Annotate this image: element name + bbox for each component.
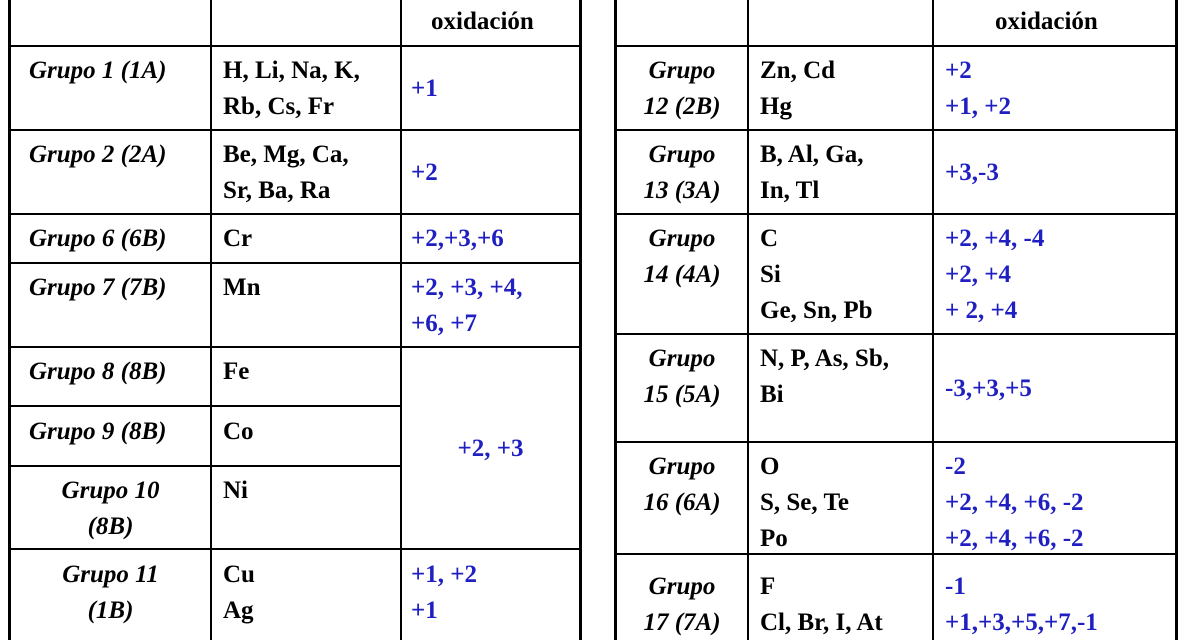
elements-line: Co bbox=[223, 418, 254, 445]
column-divider bbox=[210, 0, 212, 640]
row-divider bbox=[617, 45, 1175, 47]
elements-line: H, Li, Na, K, bbox=[223, 57, 360, 84]
oxidation-value: -1 bbox=[945, 573, 966, 600]
oxidation-value: +1 bbox=[411, 75, 438, 102]
group-label: 14 (4A) bbox=[643, 261, 721, 288]
row-divider bbox=[617, 553, 1175, 555]
row-divider bbox=[617, 441, 1175, 443]
row-divider bbox=[11, 129, 579, 131]
group-label: Grupo 7 (7B) bbox=[29, 274, 167, 301]
elements-line: F bbox=[760, 573, 776, 600]
elements-line: B, Al, Ga, bbox=[760, 141, 864, 168]
header-oxidacion: oxidación bbox=[995, 8, 1098, 35]
oxidation-value: +1, +2 bbox=[411, 561, 477, 588]
oxidation-value-merged: +2, +3 bbox=[457, 435, 524, 462]
group-label: 13 (3A) bbox=[643, 177, 721, 204]
elements-line: Cu bbox=[223, 561, 255, 588]
elements-line: Fe bbox=[223, 358, 250, 385]
elements-line: In, Tl bbox=[760, 177, 820, 204]
elements-line: S, Se, Te bbox=[760, 489, 849, 516]
group-label: 16 (6A) bbox=[643, 489, 721, 516]
column-divider bbox=[932, 0, 934, 640]
elements-line: Cl, Br, I, At bbox=[760, 609, 883, 636]
group-label: Grupo 9 (8B) bbox=[29, 418, 167, 445]
elements-line: Sr, Ba, Ra bbox=[223, 177, 331, 204]
oxidation-value: + 2, +4 bbox=[945, 297, 1018, 324]
group-label: Grupo bbox=[648, 225, 716, 252]
oxidation-value: +6, +7 bbox=[411, 310, 477, 337]
row-divider bbox=[11, 45, 579, 47]
elements-line: Hg bbox=[760, 93, 792, 120]
elements-line: Po bbox=[760, 525, 788, 552]
right-oxidation-table bbox=[614, 0, 1178, 640]
elements-line: Ag bbox=[223, 597, 254, 624]
row-divider bbox=[11, 465, 400, 467]
elements-line: Mn bbox=[223, 274, 261, 301]
oxidation-value: +1 bbox=[411, 597, 438, 624]
oxidation-value: +2, +4, +6, -2 bbox=[945, 489, 1084, 516]
elements-line: Rb, Cs, Fr bbox=[223, 93, 335, 120]
elements-line: Ni bbox=[223, 477, 248, 504]
row-divider bbox=[617, 333, 1175, 335]
group-label: 17 (7A) bbox=[643, 609, 721, 636]
group-label: (1B) bbox=[87, 597, 134, 624]
row-divider bbox=[617, 129, 1175, 131]
group-label: Grupo bbox=[648, 345, 716, 372]
oxidation-value: -3,+3,+5 bbox=[945, 375, 1032, 402]
oxidation-value: +1,+3,+5,+7,-1 bbox=[945, 609, 1098, 636]
row-divider bbox=[11, 405, 400, 407]
oxidation-value: -2 bbox=[945, 453, 966, 480]
row-divider bbox=[11, 548, 579, 550]
row-divider bbox=[617, 213, 1175, 215]
group-label: Grupo bbox=[648, 453, 716, 480]
header-oxidacion: oxidación bbox=[431, 8, 534, 35]
elements-line: Zn, Cd bbox=[760, 57, 836, 84]
group-label: (8B) bbox=[87, 513, 134, 540]
elements-line: Bi bbox=[760, 381, 784, 408]
oxidation-value: +2, +4 bbox=[945, 261, 1011, 288]
group-label: Grupo bbox=[648, 57, 716, 84]
row-divider bbox=[11, 262, 579, 264]
group-label: Grupo bbox=[648, 141, 716, 168]
group-label: Grupo 6 (6B) bbox=[29, 225, 167, 252]
oxidation-value: +2 bbox=[411, 159, 438, 186]
oxidation-value: +2, +4, -4 bbox=[945, 225, 1045, 252]
left-oxidation-table bbox=[8, 0, 582, 640]
elements-line: O bbox=[760, 453, 780, 480]
oxidation-value: +2,+3,+6 bbox=[411, 225, 504, 252]
group-label: 12 (2B) bbox=[643, 93, 721, 120]
elements-line: Be, Mg, Ca, bbox=[223, 141, 349, 168]
row-divider bbox=[11, 346, 579, 348]
row-divider bbox=[11, 213, 579, 215]
oxidation-value: +2, +4, +6, -2 bbox=[945, 525, 1084, 552]
column-divider bbox=[400, 0, 402, 640]
group-label: Grupo 10 bbox=[61, 477, 160, 504]
oxidation-value: +1, +2 bbox=[945, 93, 1011, 120]
elements-line: N, P, As, Sb, bbox=[760, 345, 889, 372]
group-label: Grupo 11 bbox=[62, 561, 159, 588]
group-label: Grupo 8 (8B) bbox=[29, 358, 167, 385]
group-label: Grupo bbox=[648, 573, 716, 600]
oxidation-value: +3,-3 bbox=[945, 159, 999, 186]
group-label: Grupo 1 (1A) bbox=[29, 57, 167, 84]
column-divider bbox=[747, 0, 749, 640]
oxidation-value: +2, +3, +4, bbox=[411, 274, 523, 301]
elements-line: Cr bbox=[223, 225, 253, 252]
group-label: 15 (5A) bbox=[643, 381, 721, 408]
elements-line: Ge, Sn, Pb bbox=[760, 297, 873, 324]
oxidation-value: +2 bbox=[945, 57, 972, 84]
group-label: Grupo 2 (2A) bbox=[29, 141, 167, 168]
elements-line: C bbox=[760, 225, 779, 252]
elements-line: Si bbox=[760, 261, 781, 288]
